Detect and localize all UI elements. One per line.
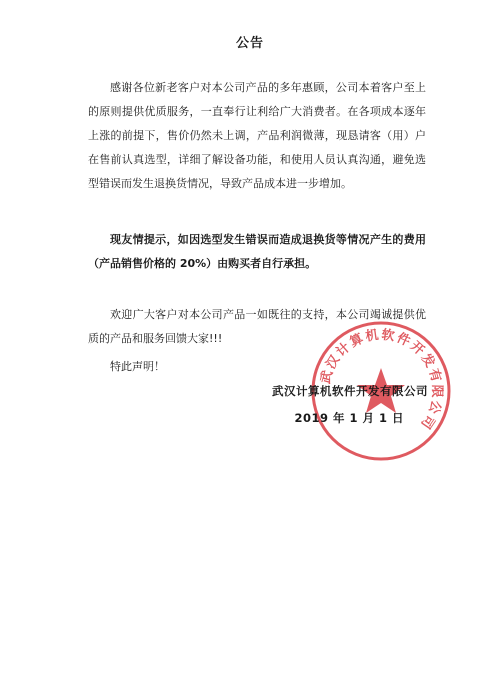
notice-title: 公告 [235,36,264,51]
notice-date: 2019 年 1 月 1 日 [294,411,404,425]
paragraph-reminder: 现友情提示，如因选型发生错误而造成退换货等情况产生的费用（产品销售价格的 20%）由购买者自行承担。 [88,233,426,270]
paragraph-welcome: 欢迎广大客户对本公司产品一如既往的支持，本公司竭诚提供优质的产品和服务回馈大家!!! [88,308,426,345]
seal-ring-text: 武汉计算机软件开发有限公司 [318,327,445,433]
paragraph-thanks: 感谢各位新老客户对本公司产品的多年惠顾，公司本着客户至上的原则提供优质服务，一直奉行让利给广大消费者。在各项成本逐年上涨的前提下，售价仍然未上调，产品利润微薄，现恳请客（用）户在售前认真选型，详细了解设备功能，和使用人员认真沟通，避免选型错误而发生退换货情况，导致产品成本进一步增加。 [88,81,426,190]
paragraph-declaration: 特此声明！ [110,360,165,373]
company-name: 武汉计算机软件开发有限公司 [272,384,428,398]
